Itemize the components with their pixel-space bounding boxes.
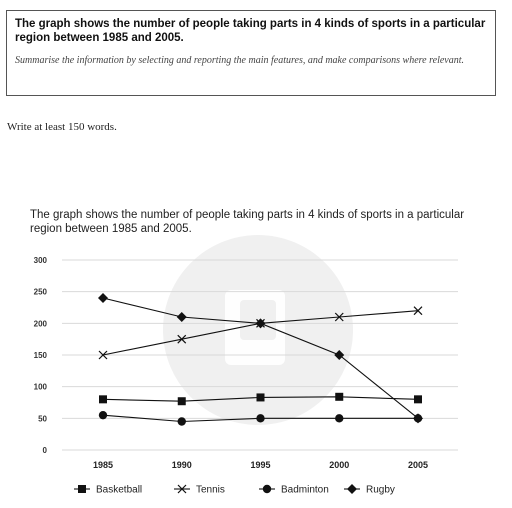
legend-label-badminton: Badminton xyxy=(281,484,329,496)
data-point-basketball xyxy=(99,395,107,403)
chart-title-line-2: region between 1985 and 2005. xyxy=(30,223,192,235)
word-count-note: Write at least 150 words. xyxy=(7,121,117,133)
y-tick-label: 300 xyxy=(33,256,47,265)
y-tick-label: 50 xyxy=(38,414,47,424)
x-tick-label: 1990 xyxy=(171,460,192,470)
y-tick-label: 150 xyxy=(33,351,47,360)
data-point-basketball xyxy=(178,397,186,405)
x-tick-label: 1985 xyxy=(92,460,114,470)
task-instruction: Summarise the information by selecting and reporting the main features, and make comparisons where relevant. xyxy=(15,55,465,66)
data-point-basketball xyxy=(414,395,422,403)
data-point-badminton xyxy=(178,417,186,425)
x-tick-labels xyxy=(93,460,428,470)
y-tick-label: 200 xyxy=(33,319,47,329)
x-tick-label: 2000 xyxy=(329,460,350,470)
y-tick-label: 250 xyxy=(33,287,47,297)
data-point-basketball xyxy=(335,393,343,401)
y-tick-label: 100 xyxy=(33,382,47,392)
legend-marker-rugby xyxy=(347,484,357,494)
legend-label-tennis: Tennis xyxy=(196,484,225,496)
data-point-badminton xyxy=(335,414,343,422)
task-title: The graph shows the number of people taking parts in 4 kinds of sports in a particular region between 1985 and 2005. xyxy=(15,18,486,44)
legend-label-basketball: Basketball xyxy=(96,484,143,496)
legend-marker-basketball xyxy=(78,485,86,493)
y-tick-label: 0 xyxy=(42,446,47,455)
data-point-badminton xyxy=(256,414,264,422)
y-tick-labels xyxy=(34,256,48,455)
data-point-rugby xyxy=(98,293,108,303)
data-point-badminton xyxy=(99,411,107,419)
x-tick-label: 2005 xyxy=(407,460,429,470)
legend xyxy=(74,484,395,496)
data-point-basketball xyxy=(257,393,265,401)
legend-marker-badminton xyxy=(263,485,271,493)
legend-label-rugby: Rugby xyxy=(366,484,395,496)
chart-title-line-1: The graph shows the number of people taking parts in 4 kinds of sports in a particular xyxy=(30,209,465,221)
x-tick-label: 1995 xyxy=(250,460,271,470)
